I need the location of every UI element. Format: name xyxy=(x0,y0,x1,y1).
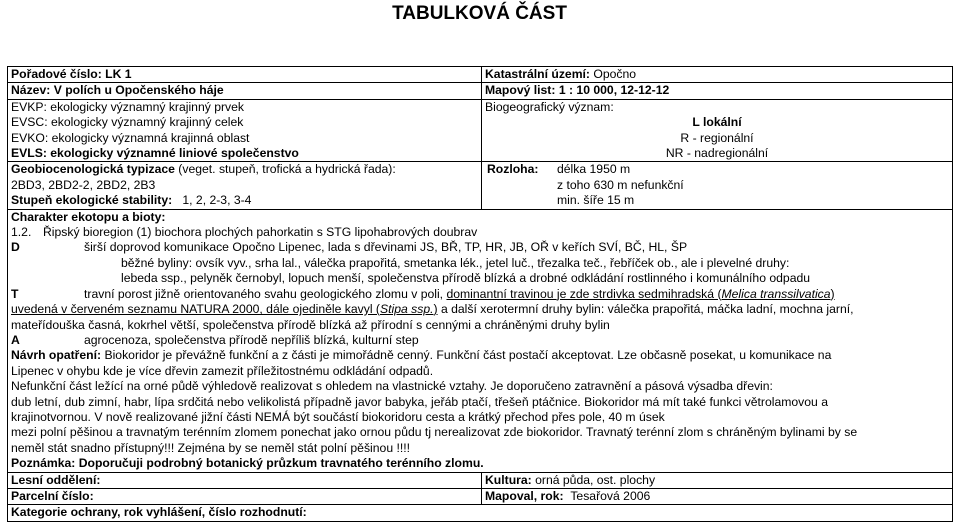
nazev-label: Název: xyxy=(11,83,51,98)
mapoval-value: Tesařová 2006 xyxy=(570,488,651,503)
a-code: A xyxy=(11,332,20,347)
stability-label: Stupeň ekologické stability: xyxy=(11,193,173,208)
cell-kultura xyxy=(482,472,953,488)
t-line2 xyxy=(11,302,949,317)
rozloha-line2: z toho 630 m nefunkční xyxy=(557,177,684,192)
row-parcelni xyxy=(8,488,953,504)
a-text: agrocenoza, společenstva přírodě nepříliš blízká, kulturní step xyxy=(84,332,419,347)
cell-kategorie xyxy=(8,505,953,521)
rozloha-line3: min. šíře 15 m xyxy=(557,193,635,208)
navrh-line7: neměl stát snadno přístupný!!! Zejména by se neměl stát polní pěšinou !!!! xyxy=(11,440,411,455)
region-line xyxy=(11,225,949,240)
row-evsc xyxy=(8,115,953,130)
cell-katastralni xyxy=(482,67,953,83)
d-line2: běžné byliny: ovsík vyv., srha lal., válečka prapořitá, smetanka lék., jetel luč., třezalka teč., řebříček ob., ale i plevelné druhy: xyxy=(121,255,790,270)
t-text2c: ) xyxy=(433,302,438,317)
row-stability xyxy=(8,193,953,209)
mapoval-label: Mapoval, rok: xyxy=(485,488,564,503)
t-text1a: travní porost jižně orientovaného svahu geologického zlomu v poli, xyxy=(84,286,447,301)
t-text1b: dominantní travinou je zde strdivka sedmihradská ( xyxy=(446,286,722,301)
rozloha-line3-cell xyxy=(482,193,953,209)
charakter-cell xyxy=(8,209,953,472)
t-text2d: a další xerotermní druhy bylin: válečka prapořitá, máčka ladní, mochna jarní, xyxy=(437,302,854,317)
t-text1c: Melica transsilvatica xyxy=(721,286,831,301)
navrh-line5: krajinotvornou. V nově realizované jižní části NEMÁ být součástí biokoridoru cesta a krátký přechod přes pole, 40 m úsek xyxy=(11,409,665,424)
katastralni-label: Katastrální území: xyxy=(485,67,590,81)
navrh-line2: Lipenec v ohybu kde je více dřevin zamezit příležitostnému odkládání odpadů. xyxy=(11,363,434,378)
charakter-label: Charakter ekotopu a bioty: xyxy=(11,209,166,224)
stability-value: 1, 2, 2-3, 3-4 xyxy=(182,193,252,208)
row-typizace xyxy=(8,162,953,178)
rozloha-line2-cell xyxy=(482,178,953,193)
rozloha-label: Rozloha: xyxy=(487,162,539,177)
kultura-label: Kultura: xyxy=(485,472,532,487)
row-nazev xyxy=(8,83,953,99)
t-text2-underlined xyxy=(11,302,438,316)
d-line3: lebeda ssp., pelyněk černobyl, lopuch menší, společenstva přírodě blízká a drobné odkládání rostlinného i komunálního odpadu xyxy=(121,271,811,286)
typizace-value: 2BD3, 2BD2-2, 2BD2, 2B3 xyxy=(8,178,482,193)
t-text1-underlined xyxy=(446,287,834,301)
row-kategorie xyxy=(8,505,953,521)
row-charakter xyxy=(8,209,953,472)
t-text1d: ) xyxy=(830,286,835,301)
cell-lesni xyxy=(8,472,482,488)
cell-mapoval xyxy=(482,488,953,504)
rozloha-cell xyxy=(482,162,953,178)
parcelni-label: Parcelní číslo: xyxy=(11,488,94,503)
row-poradove xyxy=(8,67,953,83)
typizace-label: Geobiocenologická typizace xyxy=(11,162,175,177)
t-text2a: uvedená v červeném seznamu NATURA 2000, dále ojediněle kavyl ( xyxy=(11,302,380,317)
navrh-text1: Biokoridor je převážně funkční a z části je mimořádně cenný. Funkční část postačí akceptovat. Lze občasně posekat, u komunikace na xyxy=(104,348,832,363)
lesni-label: Lesní oddělení: xyxy=(11,472,101,487)
cell-parcelni xyxy=(8,488,482,504)
kultura-value: orná půda, ost. plochy xyxy=(535,472,656,487)
t-line1 xyxy=(11,287,949,302)
row-typizace-value xyxy=(8,178,953,193)
t-line3: mateřídouška časná, kokrhel větší, společenstva přírodě blízká až přírodní s cennými a chráněnými druhy bylin xyxy=(11,317,610,332)
navrh-line1 xyxy=(11,348,949,363)
poznamka: Poznámka: Doporučuji podrobný botanický průzkum travnatého terénního zlomu. xyxy=(11,456,484,471)
kategorie-label: Kategorie ochrany, rok vyhlášení, číslo rozhodnutí: xyxy=(11,505,307,520)
cell-poradove xyxy=(8,67,482,83)
navrh-line3: Nefunkční část ležící na orné půdě výhledově realizovat s ohledem na vlastnické vztahy. Je doporučeno zatravnění a pásová výsadba dřevin: xyxy=(11,379,773,394)
katastralni-value: Opočno xyxy=(593,67,637,81)
biogeo-regionalni: R - regionální xyxy=(482,131,953,146)
legend-evls: EVLS: ekologicky významné liniové společenstvo xyxy=(8,146,482,162)
region-text: Řipský bioregion (1) biochora plochých pahorkatin s STG lipohabrových doubrav xyxy=(43,225,478,240)
nazev-value: V polích u Opočenského háje xyxy=(53,83,224,98)
poradove-value: LK 1 xyxy=(105,67,132,81)
biogeo-nadregionalni: NR - nadregionální xyxy=(482,146,953,162)
row-evkp xyxy=(8,99,953,115)
record-table xyxy=(7,66,953,522)
a-line xyxy=(11,333,949,348)
legend-evsc: EVSC: ekologicky významný krajinný celek xyxy=(8,115,482,130)
d-text1: širší doprovod komunikace Opočno Lipenec, lada s dřevinami JS, BŘ, TP, HR, JB, OŘ v keřích SVÍ, BČ, HL, ŠP xyxy=(84,240,688,255)
t-text2b: Stipa ssp. xyxy=(379,302,434,317)
mapovy-label: Mapový list: xyxy=(485,83,556,98)
navrh-line6: mezi polní pěšinou a travnatým terénním zlomem ponechat jako ornou půdu tj nerealizovat zde biokoridor. Travnatý terénní zlom s chráněným bylinami by se xyxy=(11,425,858,440)
d-code: D xyxy=(11,240,20,255)
row-evls xyxy=(8,146,953,162)
navrh-line4: dub letní, dub zimní, habr, lípa srdčitá nebo velikolistá případně javor babyka, jeřáb ptačí, třešeň ptáčnice. Biokoridor má mít také funkci větrolamovou a xyxy=(11,394,828,409)
row-lesni xyxy=(8,472,953,488)
biogeo-label: Biogeografický význam: xyxy=(482,99,953,115)
biogeo-lokalni: L lokální xyxy=(482,115,953,130)
navrh-label: Návrh opatření: xyxy=(11,348,102,363)
t-code: T xyxy=(11,286,19,301)
cell-nazev xyxy=(8,83,482,99)
page-title: TABULKOVÁ ČÁST xyxy=(392,3,567,24)
rozloha-line1: délka 1950 m xyxy=(557,162,631,177)
stability-cell xyxy=(8,193,482,209)
row-evko xyxy=(8,131,953,146)
typizace-label-rest: (veget. stupeň, trofická a hydrická řada): xyxy=(178,162,396,177)
d-line1 xyxy=(11,240,949,255)
cell-mapovy xyxy=(482,83,953,99)
mapovy-value: 1 : 10 000, 12-12-12 xyxy=(558,83,670,98)
region-code: 1.2. xyxy=(11,225,32,240)
poradove-label: Pořadové číslo: xyxy=(11,67,102,81)
legend-evko: EVKO: ekologicky významná krajinná oblast xyxy=(8,131,482,146)
legend-evkp: EVKP: ekologicky významný krajinný prvek xyxy=(8,99,482,115)
typizace-cell xyxy=(8,162,482,178)
